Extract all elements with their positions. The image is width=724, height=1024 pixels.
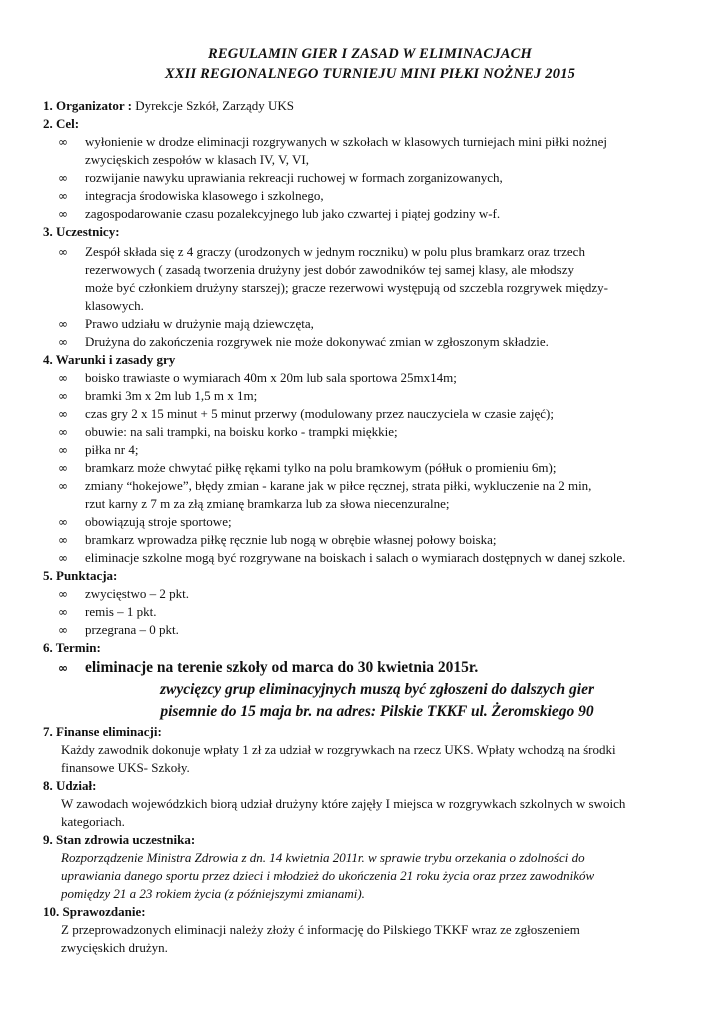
deadline-line-3: pisemnie do 15 maja br. na adres: Pilskie TKKF ul. Żeromskiego 90: [160, 703, 594, 720]
list-item: [43, 243, 683, 261]
list-item-text: bramki 3m x 2m lub 1,5 m x 1m;: [85, 388, 258, 403]
document-body: [43, 97, 683, 957]
title-line-1: REGULAMIN GIER I ZASAD W ELIMINACJACH: [208, 46, 532, 62]
list-item-continuation: [43, 151, 683, 169]
deadline-line-2: zwycięzcy grup eliminacyjnych muszą być zgłoszeni do dalszych gier: [160, 681, 594, 698]
infinity-bullet-icon: ∞: [58, 443, 68, 457]
section-5-heading: 5. Punktacja:: [43, 568, 118, 583]
infinity-bullet-icon: ∞: [58, 335, 68, 349]
infinity-bullet-icon: ∞: [58, 245, 68, 259]
section-7-heading: 7. Finanse eliminacji:: [43, 724, 162, 739]
list-item: [43, 187, 683, 205]
list-item: [43, 333, 683, 351]
list-item-text: czas gry 2 x 15 minut + 5 minut przerwy (modulowany przez nauczyciela w czasie zajęć);: [85, 406, 555, 421]
list-item-text: Drużyna do zakończenia rozgrywek nie może dokonywać zmian w zgłoszonym składzie.: [85, 334, 549, 349]
list-item-text: wyłonienie w drodze eliminacji rozgrywanych w szkołach w klasowych turniejach mini piłki nożnej: [85, 134, 608, 149]
list-item-text: piłka nr 4;: [85, 442, 139, 457]
list-item: [43, 603, 683, 621]
list-item-text: integracja środowiska klasowego i szkolnego,: [85, 188, 324, 203]
list-item-text: obowiązują stroje sportowe;: [85, 514, 232, 529]
list-item-continuation: [43, 495, 683, 513]
section-3-heading: 3. Uczestnicy:: [43, 224, 120, 239]
paragraph-line: pomiędzy 21 a 23 rokiem życia (z późniejszymi zmianami).: [61, 886, 365, 901]
list-item-text: bramkarz może chwytać piłkę rękami tylko na polu bramkowym (półłuk o promieniu 6m);: [85, 460, 557, 475]
section-6-heading: 6. Termin:: [43, 640, 101, 655]
list-item: [43, 133, 683, 151]
infinity-bullet-icon: ∞: [58, 533, 68, 547]
section-4-heading: 4. Warunki i zasady gry: [43, 352, 176, 367]
infinity-bullet-icon: ∞: [58, 587, 68, 601]
infinity-bullet-icon: ∞: [58, 171, 68, 185]
list-item: [43, 423, 683, 441]
list-item-text: zwycięstwo – 2 pkt.: [85, 586, 189, 601]
paragraph-line: finansowe UKS- Szkoły.: [61, 760, 190, 775]
list-item: [43, 441, 683, 459]
list-item-text: obuwie: na sali trampki, na boisku korko - trampki miękkie;: [85, 424, 398, 439]
list-item: [43, 459, 683, 477]
list-item-text: zmiany “hokejowe”, błędy zmian - karane jak w piłce ręcznej, strata piłki, wykluczenie na 2 min,: [85, 478, 592, 493]
section-1-organizer: [43, 97, 683, 115]
paragraph-line: uprawiania danego sportu przez dzieci i młodzież do ukończenia 21 roku życia oraz przez zawodników: [61, 868, 595, 883]
list-item-text: boisko trawiaste o wymiarach 40m x 20m lub sala sportowa 25mx14m;: [85, 370, 457, 385]
list-item-text: przegrana – 0 pkt.: [85, 622, 179, 637]
list-item-text: rozwijanie nawyku uprawiania rekreacji ruchowej w formach zorganizowanych,: [85, 170, 503, 185]
paragraph-line: kategoriach.: [61, 814, 125, 829]
list-item: [43, 169, 683, 187]
paragraph-line: W zawodach wojewódzkich biorą udział drużyny które zajęły I miejsca w rozgrywkach szkolnych w swoich: [61, 796, 626, 811]
list-item-text: eliminacje na terenie szkoły od marca do 30 kwietnia 2015r.: [85, 659, 479, 676]
section-10-heading: 10. Sprawozdanie:: [43, 904, 146, 919]
list-item-text: rzut karny z 7 m za złą zmianę bramkarza lub za słowa niecenzuralne;: [85, 496, 450, 511]
infinity-bullet-icon: ∞: [58, 407, 68, 421]
section-2-heading: 2. Cel:: [43, 116, 80, 131]
title-line-2: XXII REGIONALNEGO TURNIEJU MINI PIŁKI NOŻNEJ 2015: [164, 66, 576, 82]
infinity-bullet-icon: ∞: [58, 661, 68, 675]
list-item-text: rezerwowych ( zasadą tworzenia drużyny jest dobór zawodników tej samej klasy, ale młodszy: [85, 262, 575, 277]
list-item: [43, 315, 683, 333]
list-item: [43, 205, 683, 223]
list-item-text: Zespół składa się z 4 graczy (urodzonych w jednym roczniku) w polu plus bramkarz oraz trzech: [85, 244, 585, 259]
infinity-bullet-icon: ∞: [58, 135, 68, 149]
list-item-text: Prawo udziału w drużynie mają dziewczęta,: [85, 316, 314, 331]
section-1-heading: 1. Organizator :: [43, 98, 132, 113]
infinity-bullet-icon: ∞: [58, 317, 68, 331]
infinity-bullet-icon: ∞: [58, 207, 68, 221]
list-item: [43, 369, 683, 387]
list-item: [43, 387, 683, 405]
infinity-bullet-icon: ∞: [58, 389, 68, 403]
infinity-bullet-icon: ∞: [58, 189, 68, 203]
paragraph-line: Każdy zawodnik dokonuje wpłaty 1 zł za udział w rozgrywkach na rzecz UKS. Wpłaty wchodzą na środki: [61, 742, 616, 757]
list-item: [43, 621, 683, 639]
section-9-heading: 9. Stan zdrowia uczestnika:: [43, 832, 196, 847]
list-item-text: klasowych.: [85, 298, 144, 313]
list-item: [43, 477, 683, 495]
section-1-text: Dyrekcje Szkół, Zarządy UKS: [131, 98, 295, 113]
list-item: [43, 405, 683, 423]
list-item-text: remis – 1 pkt.: [85, 604, 157, 619]
section-8-heading: 8. Udział:: [43, 778, 97, 793]
infinity-bullet-icon: ∞: [58, 515, 68, 529]
list-item: [43, 549, 683, 567]
paragraph-line: Rozporządzenie Ministra Zdrowia z dn. 14 kwietnia 2011r. w sprawie trybu orzekania o zdolności do: [61, 850, 585, 865]
paragraph-line: Z przeprowadzonych eliminacji należy złoży ć informację do Pilskiego TKKF wraz ze zgłoszeniem: [61, 922, 580, 937]
infinity-bullet-icon: ∞: [58, 461, 68, 475]
infinity-bullet-icon: ∞: [58, 479, 68, 493]
list-item-text: bramkarz wprowadza piłkę ręcznie lub nogą w obrębie własnej połowy boiska;: [85, 532, 497, 547]
list-item: [43, 531, 683, 549]
list-item: [43, 657, 683, 679]
list-item: [43, 513, 683, 531]
list-item-continuation: [43, 261, 683, 279]
list-item-text: zagospodarowanie czasu pozalekcyjnego lub jako czwartej i piątej godziny w-f.: [85, 206, 501, 221]
infinity-bullet-icon: ∞: [58, 623, 68, 637]
list-item-continuation: [43, 297, 683, 315]
list-item-text: eliminacje szkolne mogą być rozgrywane na boiskach i salach o wymiarach dostępnych w danej szkole.: [85, 550, 626, 565]
paragraph-line: zwycięskich drużyn.: [61, 940, 168, 955]
infinity-bullet-icon: ∞: [58, 605, 68, 619]
list-item-continuation: [43, 279, 683, 297]
infinity-bullet-icon: ∞: [58, 551, 68, 565]
infinity-bullet-icon: ∞: [58, 371, 68, 385]
list-item-text: może być członkiem drużyny starszej); gracze rezerwowi występują od szczebla rozgrywek między-: [85, 280, 609, 295]
list-item: [43, 585, 683, 603]
list-item-text: zwycięskich zespołów w klasach IV, V, VI,: [85, 152, 309, 167]
infinity-bullet-icon: ∞: [58, 425, 68, 439]
